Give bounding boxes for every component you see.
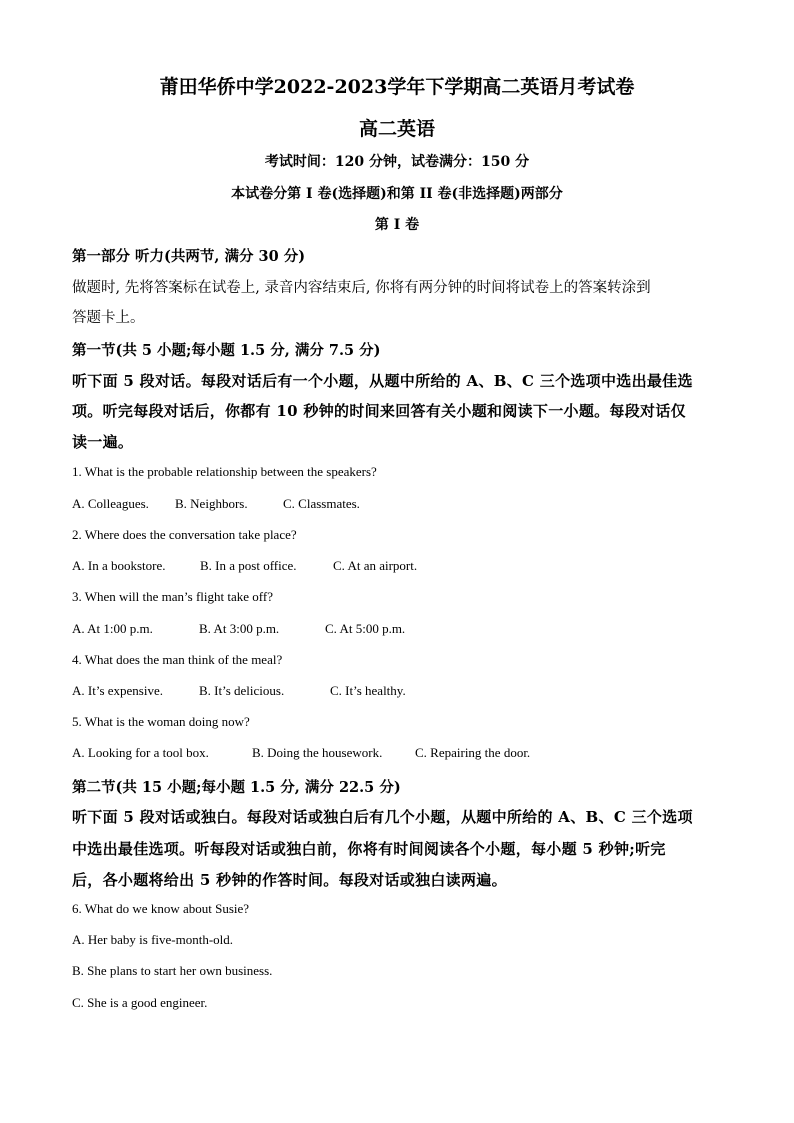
option-c: C. At an airport.: [333, 558, 418, 573]
option-b: B. Neighbors.: [175, 496, 248, 511]
volume-note: 本试卷分第 I 卷(选择题)和第 II 卷(非选择题)两部分: [231, 186, 563, 202]
question-6: 6. What do we know about Susie?: [72, 901, 250, 916]
option-a: A. At 1:00 p.m.: [72, 621, 153, 636]
option-a: A. Looking for a tool box.: [72, 745, 209, 760]
option-a: A. It’s expensive.: [72, 683, 163, 698]
question-4: 4. What does the man think of the meal?: [72, 652, 283, 667]
option-b: B. Doing the housework.: [252, 745, 383, 760]
question-4-options: [72, 683, 406, 699]
section1-instruction-line3: 读一遍。: [72, 433, 134, 451]
section1-heading: 第一节(共 5 小题;每小题 1.5 分, 满分 7.5 分): [72, 342, 381, 359]
question-6-option-a: A. Her baby is five-month-old.: [72, 932, 234, 947]
option-b: B. In a post office.: [200, 558, 297, 573]
exam-title: 莆田华侨中学2022-2023学年下学期高二英语月考试卷: [159, 76, 635, 98]
option-c: C. It’s healthy.: [330, 683, 406, 698]
option-a: A. In a bookstore.: [72, 558, 166, 573]
section2-instruction-line1: 听下面 5 段对话或独白。每段对话或独白后有几个小题，从题中所给的 A、B、C 三个选项: [72, 808, 693, 826]
section2-instruction-line3: 后，各小题将给出 5 秒钟的作答时间。每段对话或独白读两遍。: [72, 871, 507, 889]
question-6-option-c: C. She is a good engineer.: [72, 995, 208, 1010]
section2-heading: 第二节(共 15 小题;每小题 1.5 分, 满分 22.5 分): [72, 779, 401, 796]
option-c: C. Classmates.: [283, 496, 360, 511]
question-2: 2. Where does the conversation take place?: [72, 527, 297, 542]
question-1: 1. What is the probable relationship between the speakers?: [72, 464, 377, 479]
part1-instruction-line2: 答题卡上。: [72, 310, 145, 326]
option-b: B. It’s delicious.: [199, 683, 285, 698]
volume-title: 第 I 卷: [374, 217, 420, 233]
question-3-options: [72, 621, 405, 637]
option-a: A. Colleagues.: [72, 496, 149, 511]
exam-info: 考试时间：120 分钟，试卷满分：150 分: [264, 154, 530, 170]
question-1-options: [72, 496, 360, 512]
option-c: C. Repairing the door.: [415, 745, 531, 760]
exam-subtitle: 高二英语: [358, 118, 435, 140]
option-b: B. At 3:00 p.m.: [199, 621, 280, 636]
part1-heading: 第一部分 听力(共两节, 满分 30 分): [72, 248, 306, 265]
question-5: 5. What is the woman doing now?: [72, 714, 250, 729]
question-2-options: [72, 558, 417, 574]
question-5-options: [72, 745, 530, 761]
section1-instruction-line2: 项。听完每段对话后，你都有 10 秒钟的时间来回答有关小题和阅读下一小题。每段对话仅: [72, 402, 686, 420]
question-3: 3. When will the man’s flight take off?: [72, 589, 273, 604]
option-c: C. At 5:00 p.m.: [325, 621, 406, 636]
section2-instruction-line2: 中选出最佳选项。听每段对话或独白前，你将有时间阅读各个小题，每小题 5 秒钟;听完: [72, 840, 666, 858]
part1-instruction-line1: 做题时, 先将答案标在试卷上, 录音内容结束后, 你将有两分钟的时间将试卷上的答案转涂到: [72, 280, 651, 296]
question-6-option-b: B. She plans to start her own business.: [72, 963, 273, 978]
section1-instruction-line1: 听下面 5 段对话。每段对话后有一个小题，从题中所给的 A、B、C 三个选项中选出最佳选: [72, 372, 693, 390]
